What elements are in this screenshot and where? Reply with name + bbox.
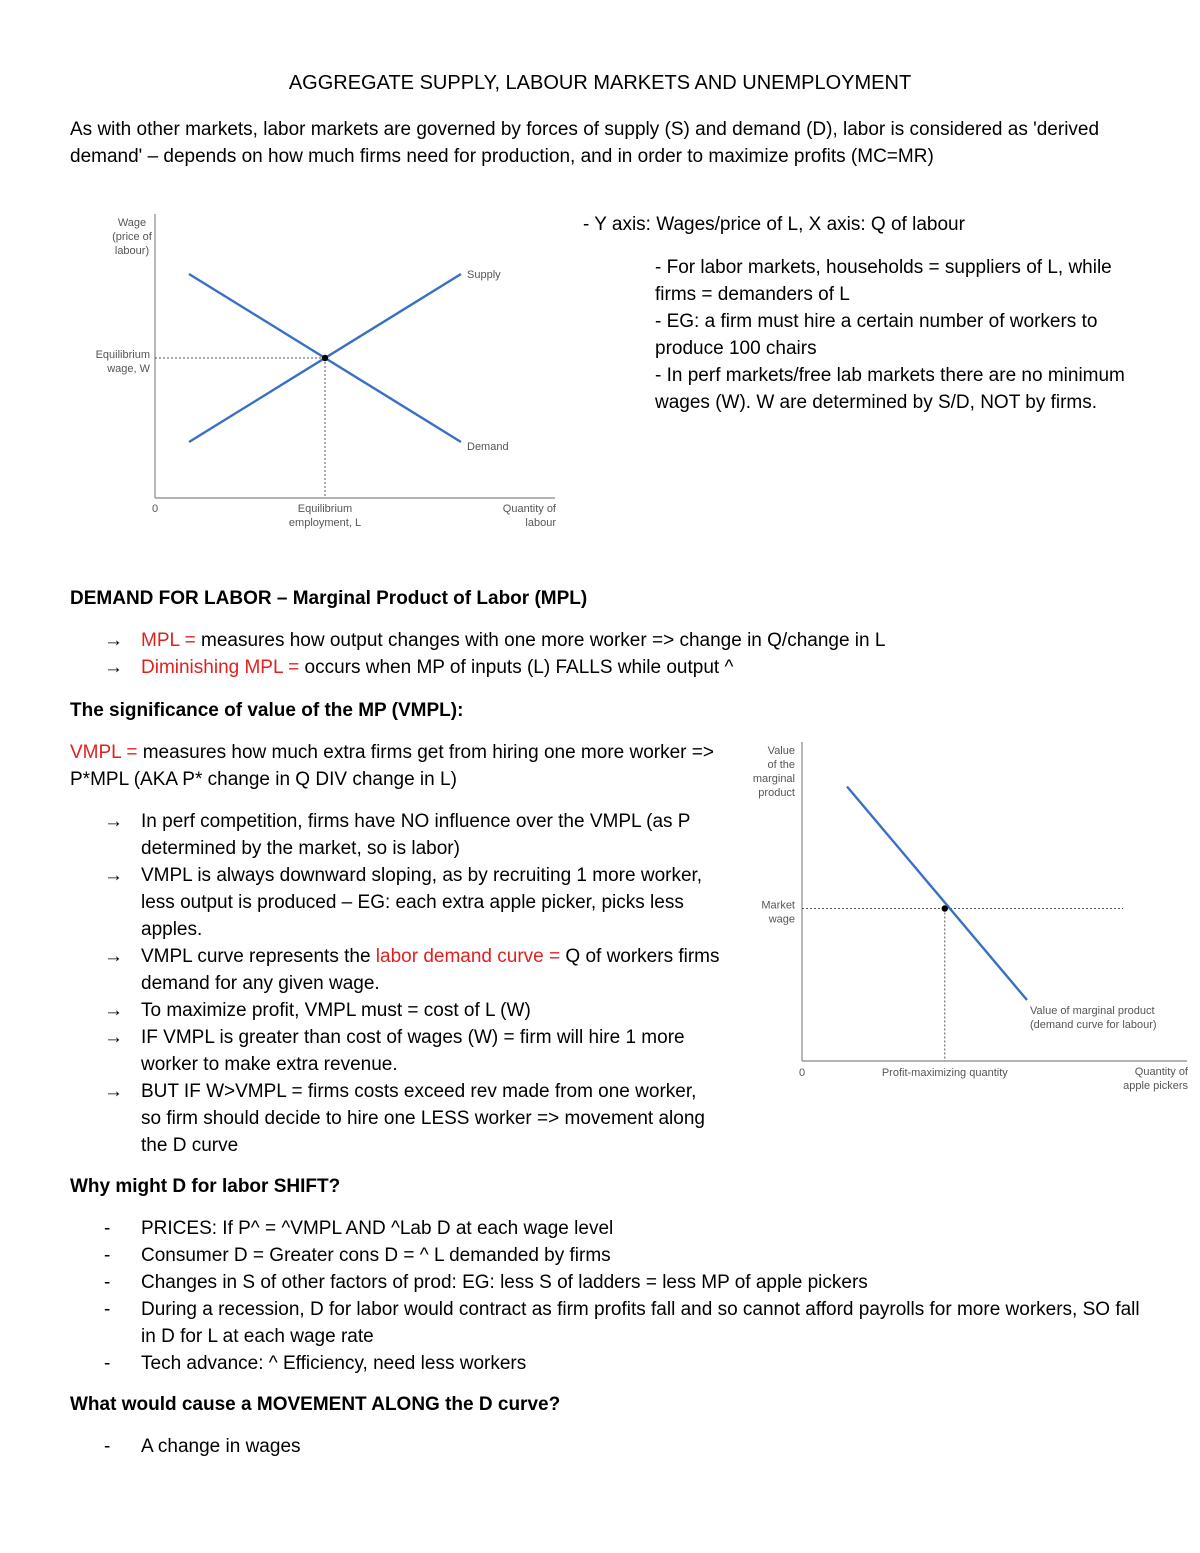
- vmpl-svg: [745, 738, 1195, 1100]
- list-item: [70, 1024, 720, 1078]
- profit-max-label: Profit-maximizing quantity: [881, 1067, 1008, 1079]
- axes-notes: [583, 211, 1143, 416]
- shift-heading: Why might D for labor SHIFT?: [70, 1176, 341, 1197]
- list-item-text: VMPL curve represents the: [141, 946, 376, 967]
- list-item: [70, 943, 720, 997]
- list-item: [70, 1242, 1150, 1269]
- equilibrium-employment-label: employment, L: [288, 517, 362, 529]
- list-item-text: Changes in S of other factors of prod: EG: less S of ladders = less MP of apple pickers: [141, 1272, 868, 1293]
- note-item: - In perf markets/free lab markets there are no minimum wages (W). W are determined by S/D, NOT by firms.: [655, 365, 1125, 413]
- intro-paragraph: As with other markets, labor markets are governed by forces of supply (S) and demand (D), labor is considered as 'derived demand' – depends on how much firms need for production, and in order to maximize profits (MC=MR): [70, 119, 1100, 167]
- equilibrium-point: [322, 355, 328, 361]
- x-axis-label: Quantity of: [502, 503, 556, 515]
- shift-list: [70, 1215, 1150, 1377]
- list-item-text: BUT IF W>VMPL = firms costs exceed rev made from one worker, so firm should decide to hire one LESS worker => movement along the D curve: [141, 1081, 705, 1156]
- demand-label: Demand: [467, 441, 509, 453]
- axes-note: - Y axis: Wages/price of L, X axis: Q of labour: [583, 214, 965, 235]
- y-axis-label: product: [758, 787, 795, 799]
- vmpl-section: [70, 697, 720, 1159]
- x-axis-label: labour: [525, 517, 556, 529]
- dash-icon: -: [104, 1218, 111, 1239]
- list-item: [70, 862, 720, 943]
- movement-list: [70, 1433, 1150, 1460]
- vmpl-chart: [745, 738, 1195, 1100]
- vmp-curve-label: (demand curve for labour): [1030, 1019, 1157, 1031]
- vmpl-list: [70, 808, 720, 1159]
- y-axis-label: labour): [114, 245, 150, 257]
- list-item-text: Consumer D = Greater cons D = ^ L demanded by firms: [141, 1245, 611, 1266]
- vmpl-definition: [70, 739, 720, 793]
- list-item: [70, 1296, 1150, 1350]
- demand-heading: DEMAND FOR LABOR – Marginal Product of Labor (MPL): [70, 588, 588, 609]
- term-mpl: MPL =: [141, 630, 196, 651]
- list-item: [70, 1215, 1150, 1242]
- list-item: [70, 627, 1150, 654]
- list-item-text: During a recession, D for labor would contract as firm profits fall and so cannot afford payrolls for more workers, SO fall in D for L at each wage rate: [141, 1299, 1140, 1347]
- market-wage-label: wage: [768, 913, 795, 926]
- market-wage-label: Market: [761, 899, 795, 912]
- list-item: [70, 654, 1150, 681]
- dash-icon: -: [104, 1436, 111, 1457]
- arrow-icon: →: [104, 1000, 123, 1021]
- arrow-icon: →: [104, 1081, 123, 1102]
- demand-list: [70, 627, 1150, 681]
- list-item-text: Q of workers firms demand for any given wage.: [141, 946, 720, 994]
- list-item-text: In perf competition, firms have NO influence over the VMPL (as P determined by the market, so is labor): [141, 811, 691, 859]
- term-diminishing-mpl: Diminishing MPL =: [141, 657, 300, 678]
- dash-icon: -: [104, 1272, 111, 1293]
- y-axis-label: (price of: [112, 231, 152, 243]
- x-axis-label: apple pickers: [1123, 1080, 1188, 1092]
- y-axis-label: Value: [767, 745, 795, 757]
- list-item-text: VMPL is always downward sloping, as by recruiting 1 more worker, less output is produced – EG: each extra apple picker, picks less apples.: [141, 865, 703, 940]
- labour-market-chart: [80, 210, 570, 540]
- labour-market-svg: [80, 210, 570, 540]
- y-axis-label: Wage: [117, 217, 147, 229]
- list-item-text: A change in wages: [141, 1436, 301, 1457]
- list-item: [70, 1433, 1150, 1460]
- dash-icon: -: [104, 1299, 111, 1320]
- origin-label: 0: [798, 1067, 806, 1079]
- y-axis-label: marginal: [752, 773, 795, 785]
- shift-section: [70, 1173, 1150, 1377]
- equilibrium-wage-label: wage, W: [107, 363, 150, 375]
- vmpl-definition-text: measures how much extra firms get from hiring one more worker => P*MPL (AKA P* change in Q DIV change in L): [70, 742, 714, 790]
- list-item: [70, 997, 720, 1024]
- list-item-text: Tech advance: ^ Efficiency, need less workers: [141, 1353, 527, 1374]
- arrow-icon: →: [104, 630, 123, 651]
- note-item: - EG: a firm must hire a certain number of workers to produce 100 chairs: [655, 311, 1098, 359]
- note-item: - For labor markets, households = suppliers of L, while firms = demanders of L: [655, 257, 1112, 305]
- origin-label: 0: [151, 503, 159, 515]
- term-vmpl: VMPL =: [70, 742, 138, 763]
- arrow-icon: →: [104, 865, 123, 886]
- supply-label: Supply: [467, 269, 501, 281]
- term-labor-demand-curve: labor demand curve =: [375, 946, 561, 967]
- list-item: [70, 1350, 1150, 1377]
- y-axis-label: of the: [767, 759, 795, 771]
- movement-heading: What would cause a MOVEMENT ALONG the D curve?: [70, 1394, 561, 1415]
- term-text: measures how output changes with one more worker => change in Q/change in L: [195, 630, 886, 651]
- demand-section: [70, 585, 1150, 681]
- list-item: [70, 1269, 1150, 1296]
- arrow-icon: →: [104, 811, 123, 832]
- movement-section: [70, 1391, 1150, 1460]
- vmpl-heading: The significance of value of the MP (VMPL):: [70, 700, 464, 721]
- dash-icon: -: [104, 1353, 111, 1374]
- dash-icon: -: [104, 1245, 111, 1266]
- list-item: [70, 808, 720, 862]
- x-axis-label: Quantity of: [1134, 1066, 1188, 1078]
- term-text: occurs when MP of inputs (L) FALLS while output ^: [299, 657, 734, 678]
- list-item-text: To maximize profit, VMPL must = cost of L (W): [141, 1000, 531, 1021]
- vmp-curve-label: Value of marginal product: [1030, 1005, 1155, 1017]
- profit-max-point: [942, 905, 948, 911]
- page-title: AGGREGATE SUPPLY, LABOUR MARKETS AND UNEMPLOYMENT: [288, 72, 912, 94]
- arrow-icon: →: [104, 946, 123, 967]
- equilibrium-employment-label: Equilibrium: [297, 503, 353, 515]
- equilibrium-wage-label: Equilibrium: [95, 349, 150, 361]
- list-item: [70, 1078, 720, 1159]
- arrow-icon: →: [104, 1027, 123, 1048]
- vmp-curve: [847, 787, 1027, 1001]
- list-item-text: PRICES: If P^ = ^VMPL AND ^Lab D at each wage level: [141, 1218, 614, 1239]
- list-item-text: IF VMPL is greater than cost of wages (W) = firm will hire 1 more worker to make extra revenue.: [141, 1027, 685, 1075]
- arrow-icon: →: [104, 657, 123, 678]
